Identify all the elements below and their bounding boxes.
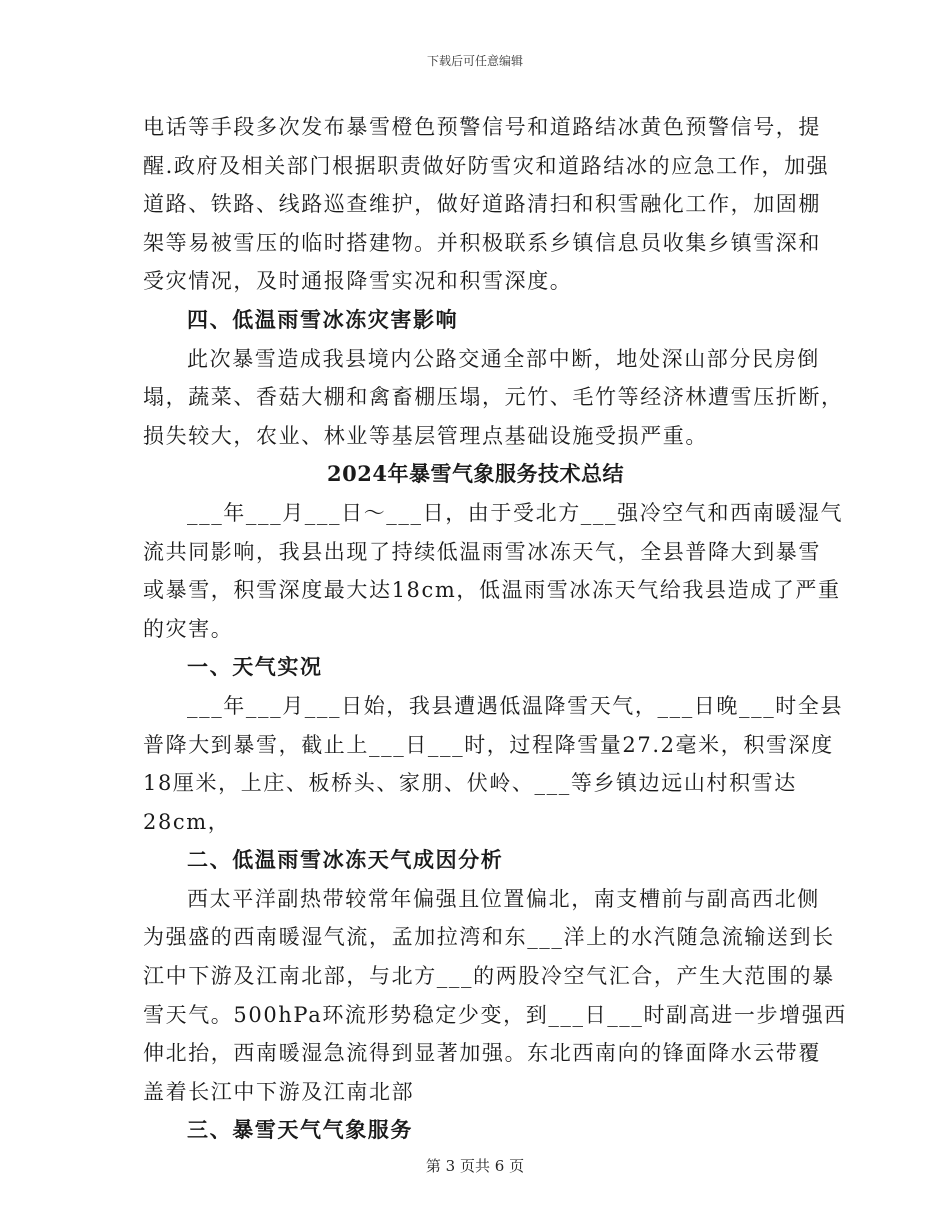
paragraph-line: 普降大到暴雪，截止上___日___时，过程降雪量27.2毫米，积雪深度 (143, 732, 834, 757)
paragraph-line: 28cm， (143, 809, 231, 834)
paragraph-line: 18厘米，上庄、板桥头、家朋、伏岭、___等乡镇边远山村积雪达 (143, 771, 797, 796)
paragraph-line: 或暴雪，积雪深度最大达18cm，低温雨雪冰冻天气给我县造成了严重 (143, 578, 841, 603)
paragraph-line: 流共同影响，我县出现了持续低温雨雪冰冻天气，全县普降大到暴雪 (143, 539, 821, 564)
document-title: 2024年暴雪气象服务技术总结 (327, 461, 624, 487)
paragraph-line: 电话等手段多次发布暴雪橙色预警信号和道路结冰黄色预警信号，提 (143, 115, 821, 139)
section-heading: 三、暴雪天气气象服务 (187, 1117, 413, 1143)
paragraph-line: 损失较大，农业、林业等基层管理点基础设施受损严重。 (143, 423, 708, 448)
section-heading: 四、低温雨雪冰冻灾害影响 (187, 306, 459, 332)
section-heading: 一、天气实况 (187, 654, 323, 680)
section-heading: 二、低温雨雪冰冻天气成因分析 (187, 847, 504, 873)
paragraph-line: 西太平洋副热带较常年偏强且位置偏北，南支槽前与副高西北侧 (187, 886, 820, 911)
paragraph-line: 架等易被雪压的临时搭建物。并积极联系乡镇信息员收集乡镇雪深和 (143, 230, 821, 255)
paragraph-line: 的灾害。 (143, 616, 234, 641)
paragraph-line: 受灾情况，及时通报降雪实况和积雪深度。 (143, 269, 573, 294)
page-footer: 第 3 页共 6 页 (425, 1157, 525, 1175)
paragraph-line: 塌，蔬菜、香菇大棚和禽畜棚压塌，元竹、毛竹等经济林遭雪压折断， (143, 385, 844, 410)
paragraph-line: 盖着长江中下游及江南北部 (143, 1079, 415, 1104)
paragraph-line: 雪天气。500hPa环流形势稳定少变，到___日___时副高进一步增强西 (143, 1002, 847, 1027)
paragraph-line: ___年___月___日始，我县遭遇低温降雪天气，___日晚___时全县 (187, 693, 844, 718)
paragraph-line: 此次暴雪造成我县境内公路交通全部中断，地处深山部分民房倒 (187, 346, 820, 371)
paragraph-line: 江中下游及江南北部，与北方___的两股冷空气汇合，产生大范围的暴 (143, 964, 835, 989)
document-body (143, 108, 847, 1150)
paragraph-line: 道路、铁路、线路巡查维护，做好道路清扫和积雪融化工作，加固棚 (143, 192, 821, 217)
paragraph-line: ___年___月___日～___日，由于受北方___强冷空气和西南暖湿气 (187, 500, 844, 525)
page-header: 下载后可任意编辑 (426, 54, 523, 68)
paragraph-line: 伸北抬，西南暖湿急流得到显著加强。东北西南向的锋面降水云带覆 (143, 1041, 821, 1066)
paragraph-line: 醒.政府及相关部门根据职责做好防雪灾和道路结冰的应急工作，加强 (143, 153, 830, 178)
paragraph-line: 为强盛的西南暖湿气流，孟加拉湾和东___洋上的水汽随急流输送到长 (143, 925, 835, 950)
